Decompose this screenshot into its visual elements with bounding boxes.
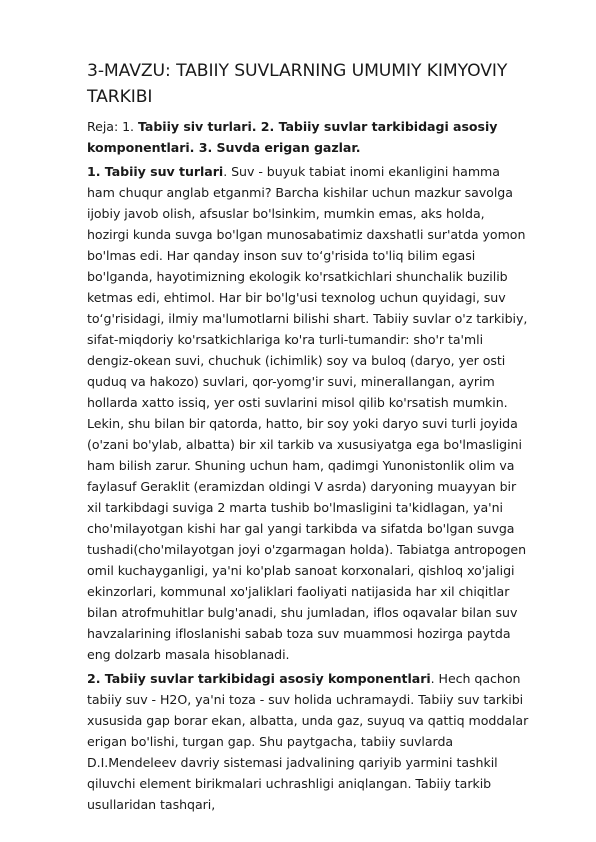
section-2-paragraph xyxy=(87,668,529,815)
section-1-paragraph xyxy=(87,161,529,665)
section-1-body: . Suv - buyuk tabiat inomi ekanligini hamma ham chuqur anglab etganmi? Barcha kishilar uchun mazkur savolga ijobiy javob olish, afsuslar bo'lsinkim, mumkin emas, aks holda, hozirgi kunda suvga bo'lgan munosabatimiz daxshatli sur'atda yomon bo'lmas edi. Har qanday inson suv to‘g'risida to'liq bilim egasi bo'lganda, hayotimizning ekologik ko'rsatkichlari shunchalik buzilib ketmas edi, ehtimol. Har bir bo'lg'usi texnolog uchun quyidagi, suv to‘g'risidagi, ilmiy ma'lumotlarni bilishi shart. Tabiiy suvlar o'z tarkibiy, sifat-miqdoriy ko'rsatkichlariga ko'ra turli-tumandir: sho'r ta'mli dengiz-okean suvi, chuchuk (ichimlik) soy va buloq (daryo, yer osti quduq va hakozo) suvlari, qor-yomg'ir suvi, minerallangan, ayrim hollarda xatto issiq, yer osti suvlarini misol qilib ko'rsatish mumkin. Lekin, shu bilan bir qatorda, hatto, bir soy yoki daryo suvi turli joyida (o'zani bo'ylab, albatta) bir xil tarkib va xususiyatga ega bo'lmasligini ham bilish zarur. Shuning uchun ham, qadimgi Yunonistonlik olim va faylasuf Geraklit (eramizdan oldingi V asrda) daryoning muayyan bir xil tarkibdagi suviga 2 marta tushib bo'lmasligini ta'kidlagan, ya'ni cho'milayotgan kishi har gal yangi tarkibda va sifatda bo'lgan suvga tushadi(cho'milayotgan joyi o'zgarmagan holda). Tabiatga antropogen omil kuchayganligi, ya'ni ko'plab sanoat korxonalari, qishloq xo'jaligi ekinzorlari, kommunal xo'jaliklari faoliyati natijasida har xil chiqitlar bilan atrofmuhitlar bulg'anadi, shu jumladan, iflos oqavalar bilan suv havzalarining ifloslanishi sabab toza suv muammosi hozirga paytda eng dolzarb masala hisoblanadi. xyxy=(87,164,528,662)
document-page xyxy=(87,58,529,815)
section-1-heading: 1. Tabiiy suv turlari xyxy=(87,164,224,179)
section-2-body: . Hech qachon tabiiy suv - H2O, ya'ni toza - suv holida uchramaydi. Tabiiy suv tarkibi xususida gap borar ekan, albatta, unda gaz, suyuq va qattiq moddalar erigan bo'lishi, turgan gap. Shu paytgacha, tabiiy suvlarda D.I.Mendeleev davriy sistemasi jadvalining qariyib yarmini tashkil qiluvchi element birikmalari uchrashligi aniqlangan. Tabiiy tarkib usullaridan tashqari, xyxy=(87,671,529,812)
plan-prefix: Reja: 1. xyxy=(87,119,138,134)
plan-items: Tabiiy siv turlari. 2. Tabiiy suvlar tarkibidagi asosiy komponentlari. 3. Suvda erigan gazlar. xyxy=(87,119,498,155)
section-2-heading: 2. Tabiiy suvlar tarkibidagi asosiy komponentlari xyxy=(87,671,431,686)
plan-paragraph xyxy=(87,116,529,158)
document-title: 3-MAVZU: TABIIY SUVLARNING UMUMIY KIMYOVIY TARKIBI xyxy=(87,61,508,107)
